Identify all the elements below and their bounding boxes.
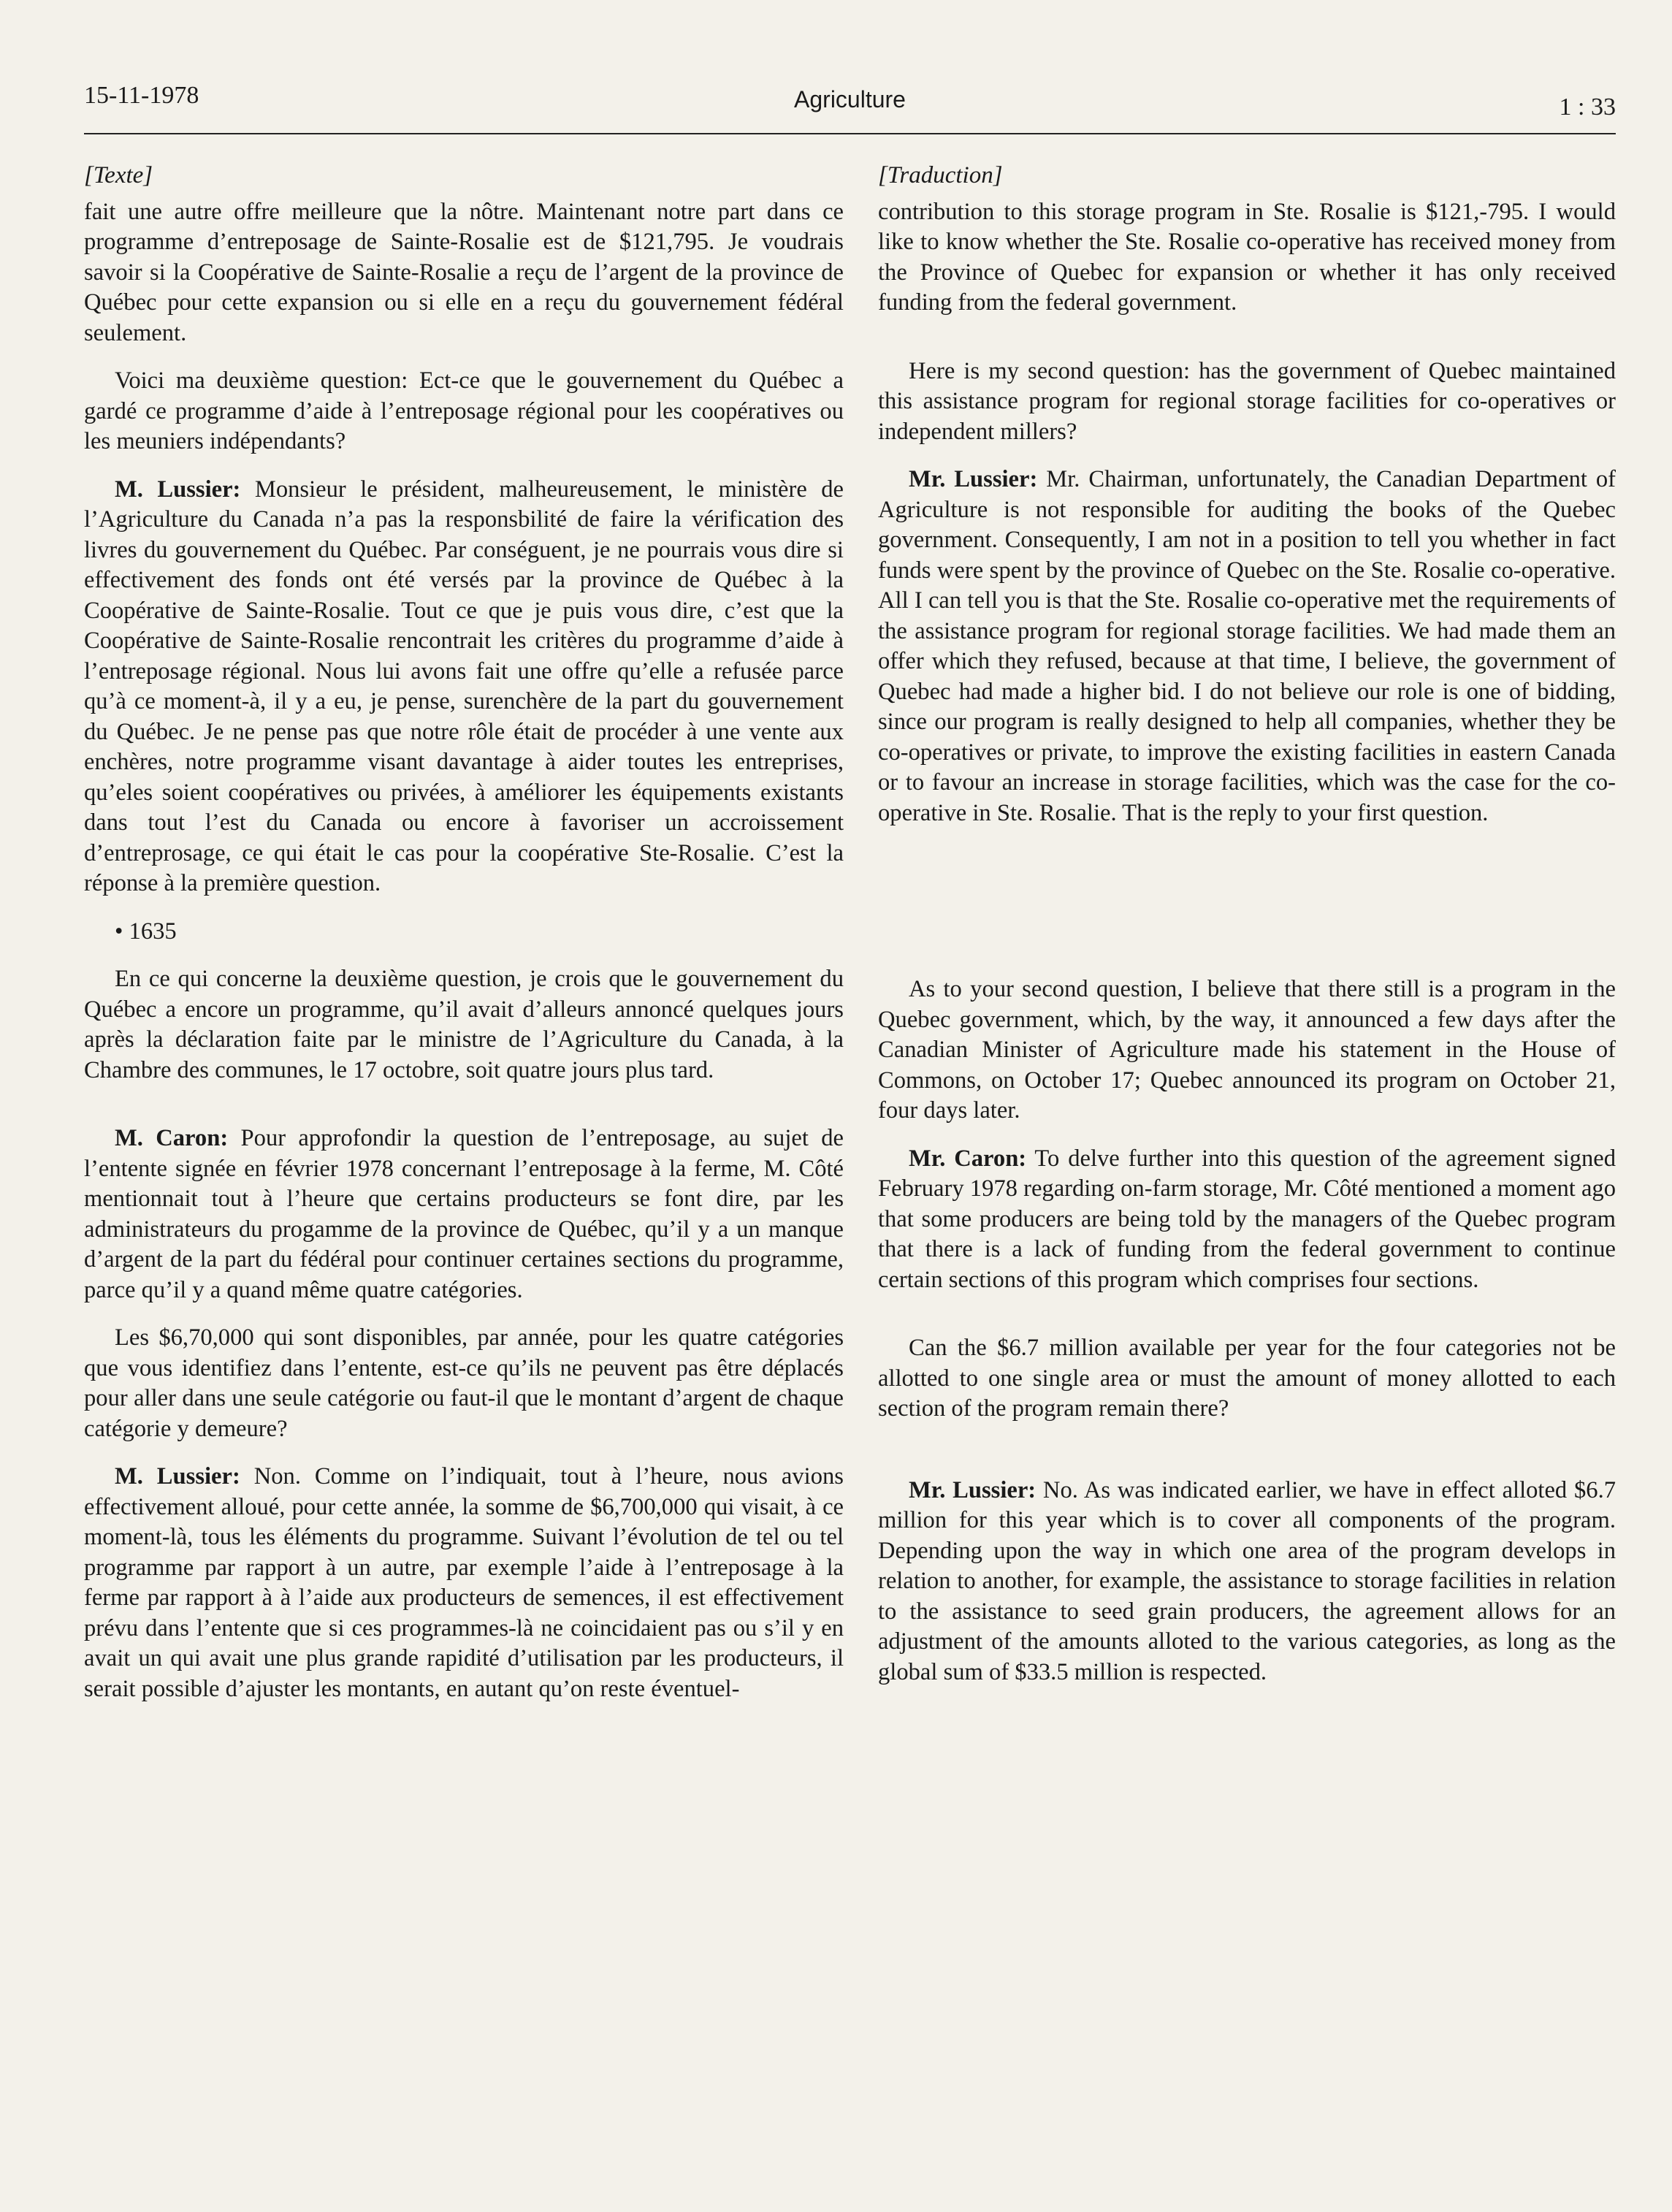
speech-paragraph — [878, 1476, 1616, 1688]
section-tag-texte: [Texte] — [84, 162, 153, 188]
english-column — [878, 161, 1616, 1687]
speaker-name: Mr. Caron: — [909, 1145, 1027, 1172]
header-date: 15-11-1978 — [84, 82, 199, 109]
header-page-number: 1 : 33 — [1559, 94, 1616, 121]
speech-paragraph — [84, 1462, 844, 1704]
speaker-name: Mr. Lussier: — [909, 466, 1038, 492]
section-tag-traduction: [Traduction] — [878, 162, 1003, 188]
paragraph: Here is my second question: has the government of Quebec maintained this assistance program for regional storage facilities for co-operatives or independent millers? — [878, 357, 1616, 445]
speech-text: Mr. Chairman, unfortunately, the Canadian Department of Agriculture is not responsible for auditing the books of the Quebec government. Consequently, I am not in a position to tell you whether in fact funds were spent by the province of Quebec on the Ste. Rosalie co-operative. All I can tell you is that the Ste. Rosalie co-operative met the requirements of the assistance program for regional storage facilities. We had made them an offer which they refused, because at that time, I believe, the government of Quebec had made a higher bid. I do not believe our role is one of bidding, since our program is really designed to help all companies, whether they be co-operatives or private, to improve the existing facilities in eastern Canada or to favour an increase in storage facilities, which was the case for the co-operative in Ste. Rosalie. That is the reply to your first question. — [878, 466, 1616, 826]
paragraph: Les $6,70,000 qui sont disponibles, par année, pour les quatre catégories que vous identifiez dans l’entente, est-ce qu’ils ne peuvent pas être déplacés pour aller dans une seule catégorie ou faut-il que le montant d’argent de chaque catégorie y demeure? — [84, 1324, 844, 1442]
speech-paragraph — [84, 1124, 844, 1305]
speech-text: Pour approfondir la question de l’entreposage, au sujet de l’entente signée en février 1978 concernant l’entreposage à la ferme, M. Côté mentionnait tout à l’heure que certains producteurs se font dire, par les administrateurs du progamme de la province de Québec, qu’il y a un manque d’argent de la part du fédéral pour continuer certaines sections du programme, parce qu’il y a quand même quatre catégories. — [84, 1125, 844, 1303]
speaker-name: Mr. Lussier: — [909, 1476, 1037, 1503]
speech-text: Non. Comme on l’indiquait, tout à l’heure, nous avions effectivement alloué, pour cette année, la somme de $6,700,000 qui visait, à ce moment-là, tous les éléments du programme. Suivant l’évolution de tel ou tel programme par rapport à un autre, par exemple l’aide à l’entreposage à la ferme par rapport à à l’aide aux producteurs de semences, il est effectivement prévu dans l’entente que si ces programmes-là ne coincidaient pas ou s’il y en avait un qui avait une plus grande rapidité d’utilisation par les producteurs, il serait possible d’ajuster les montants, en autant qu’on reste éventuel- — [84, 1463, 844, 1702]
header-title: Agriculture — [794, 86, 906, 112]
time-marker: • 1635 — [115, 918, 177, 945]
speech-paragraph — [878, 465, 1616, 828]
paragraph: As to your second question, I believe that there still is a program in the Quebec government, which, by the way, it announced a few days after the Canadian Minister of Agriculture made his statement in the House of Commons, on October 17; Quebec announced its program on October 21, four days later. — [878, 976, 1616, 1124]
speech-paragraph — [878, 1144, 1616, 1296]
speech-text: No. As was indicated earlier, we have in effect alloted $6.7 million for this year which is to cover all components of the program. Depending upon the way in which one area of the program develops in relation to another, for example, the assistance to storage facilities in relation to the assistance to seed grain producers, the agreement allows for an adjustment of the amounts alloted to the various categories, as long as the global sum of $33.5 million is respected. — [878, 1476, 1616, 1685]
paragraph: contribution to this storage program in Ste. Rosalie is $121,-795. I would like to know whether the Ste. Rosalie co-operative has received money from the Province of Quebec for expansion or whether it has only received funding from the federal government. — [878, 198, 1616, 316]
paragraph: Can the $6.7 million available per year for the four categories not be allotted to one single area or must the amount of money allotted to each section of the program remain there? — [878, 1335, 1616, 1422]
speech-paragraph — [84, 475, 844, 899]
paragraph: Voici ma deuxième question: Ect-ce que le gouvernement du Québec a gardé ce programme d’aide à l’entreposage régional pour les coopératives ou les meuniers indépendants? — [84, 367, 844, 454]
paragraph: En ce qui concerne la deuxième question, je crois que le gouvernement du Québec a encore un programme, qu’il avait d’alleurs annoncé quelques jours après la déclaration faite par le ministre de l’Agriculture du Canada, à la Chambre des communes, le 17 octobre, soit quatre jours plus tard. — [84, 966, 844, 1083]
french-column — [84, 161, 844, 1704]
speaker-name: M. Lussier: — [115, 1463, 240, 1490]
speaker-name: M. Caron: — [115, 1125, 229, 1151]
paragraph: fait une autre offre meilleure que la nôtre. Maintenant notre part dans ce programme d’entreposage de Sainte-Rosalie est de $121,795. Je voudrais savoir si la Coopérative de Sainte-Rosalie a reçu de l’argent de la province de Québec pour cette expansion ou si elle en a reçu du gouvernement fédéral seulement. — [84, 198, 844, 346]
page-header — [84, 82, 1616, 134]
speaker-name: M. Lussier: — [115, 476, 241, 503]
speech-text: To delve further into this question of the agreement signed February 1978 regarding on-farm storage, Mr. Côté mentioned a moment ago that some producers are being told by the managers of the Quebec program that there is a lack of funding from the federal government to continue certain sections of this program which comprises four sections. — [878, 1145, 1616, 1293]
speech-text: Monsieur le président, malheureusement, le ministère de l’Agriculture du Canada n’a pas la responsbilité de faire la vérification des livres du gouvernement du Québec. Par conséguent, je ne pourrais vous dire si effectivement des fonds ont été versés par la province de Québec à la Coopérative de Sainte-Rosalie. Tout ce que je puis vous dire, c’est que la Coopérative de Sainte-Rosalie rencontrait les critères du programme d’aide à l’entreposage régional. Nous lui avons fait une offre qu’elle a refusée parce qu’à ce moment-à, il y a eu, je pense, surenchère de la part du gouvernement du Québec. Je ne pense pas que notre rôle était de procéder à une vente aux enchères, notre programme visant davantage à aider toutes les entreprises, qu’eles soient coopératives ou privées, à améliorer les équipements existants dans tout l’est du Canada ou encore à favoriser un accroissement d’entreprosage, ce qui était le cas pour la coopérative Ste-Rosalie. C’est la réponse à la première question. — [84, 476, 844, 896]
